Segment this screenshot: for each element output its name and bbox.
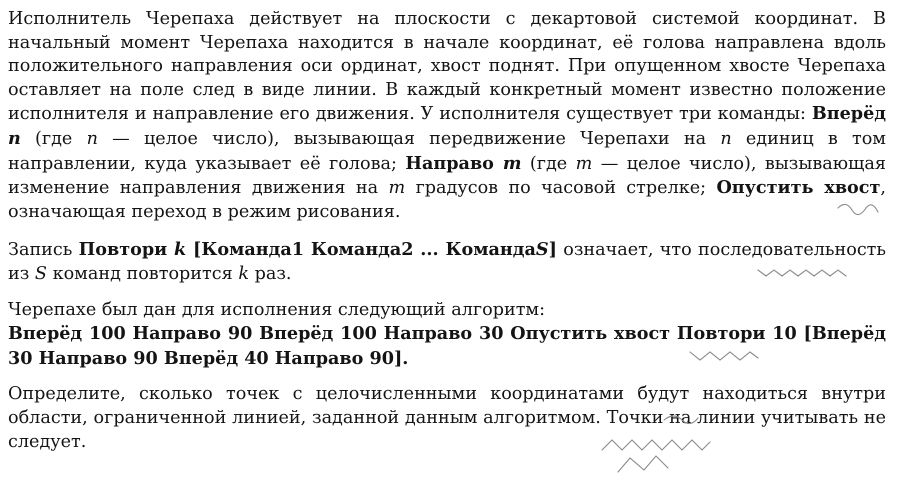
variable-n: n [720,128,732,149]
command-forward: Вперёд n [8,103,886,149]
command-right: Направо m [405,152,522,174]
command-tail-down: Опустить хвост [716,177,881,199]
variable-m: m [575,153,593,174]
repeat-paragraph: Запись Повтори k [Команда1 Команда2 ... КомандаS] означает, что последовательность из S команд повторится k раз. [8,239,886,284]
command-repeat: Повтори k [Команда1 Команда2 ... КомандаS] [78,239,557,261]
intro-text: Исполнитель Черепаха действует на плоскости с декартовой системой координат. В начальный момент Черепаха находится в начале координат, её голова направлена вдоль положительного направления оси ординат, хвост поднят. При опущенном хвосте Черепаха оставляет на поле след в виде линии. В каждый конкретный момент известно положение исполнителя и направление его движения. У исполнителя существует три команды: [8,9,886,125]
variable-k: k [238,263,249,284]
variable-n: n [86,128,98,149]
algorithm-intro: Черепахе был дан для исполнения следующий алгоритм: [8,299,546,320]
question-paragraph: Определите, сколько точек с целочисленными координатами будут находиться внутри области, ограниченной линией, заданной данным алгоритмом. Точки на линии учитывать не следует. [8,384,886,452]
variable-s: S [34,263,47,284]
variable-n: n [8,127,21,149]
variable-m: m [502,152,522,174]
algorithm-code: Вперёд 100 Направо 90 Вперёд 100 Направо 30 Опустить хвост Повтори 10 [Вперёд 30 Направо 90 Вперёд 40 Направо 90]. [8,323,886,369]
variable-m: m [388,178,406,199]
problem-text [8,4,886,454]
variable-k: k [174,239,187,261]
variable-s: S [535,239,549,261]
intro-paragraph: Исполнитель Черепаха действует на плоскости с декартовой системой координат. В начальный момент Черепаха находится в начале координат, её голова направлена вдоль положительного направления оси ординат, хвост поднят. При опущенном хвосте Черепаха оставляет на поле след в виде линии. В каждый конкретный момент известно положение исполнителя и направление его движения. У исполнителя существует три команды: Вперёд n (где n — целое число), вызывающая передвижение Черепахи на n единиц в том направлении, куда указывает её голова; Направо m (где m — целое число), вызывающая изменение направления движения на m градусов по часовой стрелке; Опустить хвост, означающая переход в режим рисования. [8,9,887,222]
